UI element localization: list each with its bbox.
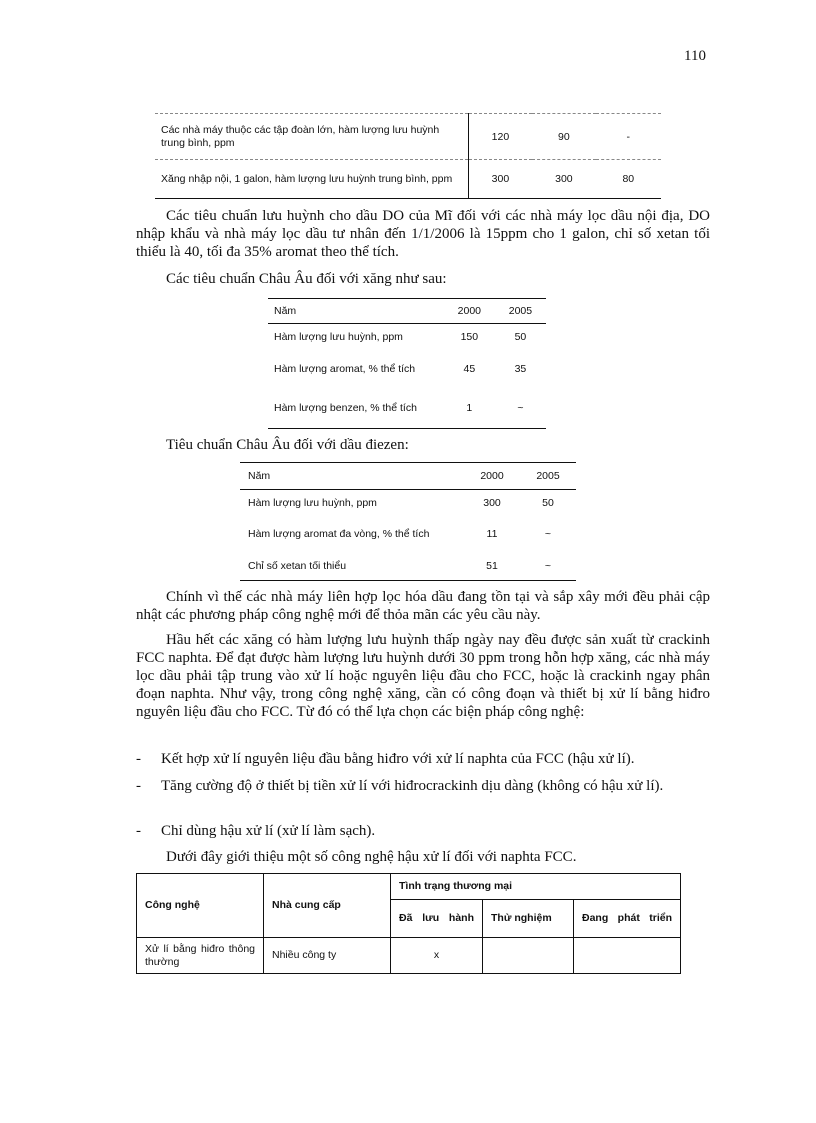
sulfur-table-us <box>155 113 661 199</box>
header-in-use: Đã lưu hành <box>391 900 483 938</box>
cell-value: 50 <box>514 330 527 343</box>
table-row <box>155 160 661 199</box>
table-row <box>240 553 576 581</box>
row-label: Hàm lượng aromat đa vòng, % thể tích <box>248 528 430 540</box>
cell-value: 150 <box>460 330 479 343</box>
list-item <box>136 822 710 840</box>
list-item-text: Chỉ dùng hậu xử lí (xử lí làm sạch). <box>161 823 376 839</box>
table-row <box>240 490 576 517</box>
cell-value: ~ <box>544 528 552 540</box>
row-label: Hàm lượng benzen, % thể tích <box>268 389 444 429</box>
cell-value: ~ <box>495 389 546 429</box>
bullet-dash: - <box>136 751 141 767</box>
paragraph-update-tech: Chính vì thế các nhà máy liên hợp lọc hóa dầu đang tồn tại và sắp xây mới đều phải cập nhật các phương pháp công nghệ mới để thỏa mãn các yêu cầu này. <box>136 589 710 623</box>
row-label: Xăng nhập nội, 1 galon, hàm lượng lưu huỳnh trung bình, ppm <box>155 160 468 199</box>
header-year: 2000 <box>464 463 520 490</box>
cell-status <box>574 938 681 974</box>
paragraph-post-treatment-intro: Dưới đây giới thiệu một số công nghệ hậu xử lí đối với naphta FCC. <box>166 849 577 865</box>
cell-value: 35 <box>514 363 527 375</box>
cell-value: 300 <box>468 160 532 199</box>
table-row <box>137 938 681 974</box>
bullet-dash: - <box>136 823 141 839</box>
table-row <box>268 389 546 429</box>
list-item <box>136 750 710 768</box>
list-item <box>136 777 710 795</box>
table-header-row <box>240 463 576 490</box>
paragraph-fcc-naphta: Hầu hết các xăng có hàm lượng lưu huỳnh thấp ngày nay đều được sản xuất từ crackinh FCC naphta. Để đạt được hàm lượng lưu huỳnh dưới 30 ppm trong hỗn hợp xăng, các nhà máy lọc dầu phải tập trung vào xử lí hoặc nguyên liệu đầu cho FCC, hoặc là crackinh ngay phân đoạn naphta. Như vậy, trong công nghệ xăng, cần có công đoạn và thiết bị xử lí bằng hiđro nguyên liệu đầu cho FCC. Từ đó có thể lựa chọn các biện pháp công nghệ: <box>136 632 710 720</box>
table-row <box>155 114 661 160</box>
bullet-dash: - <box>136 778 141 794</box>
eu-diesel-table <box>240 462 576 581</box>
header-year: 2000 <box>444 299 495 324</box>
paragraph-us-diesel-standards: Các tiêu chuẩn lưu huỳnh cho dầu DO của Mĩ đối với các nhà máy lọc dầu nội địa, DO nhập khẩu và nhà máy lọc dầu tư nhân đến 1/1/2006 là 15ppm cho 1 galon, chỉ số xetan tối thiểu là 40, tối đa 35% aromat theo thể tích. <box>136 208 710 260</box>
header-tech: Công nghệ <box>137 874 264 938</box>
page-number: 110 <box>684 48 706 64</box>
row-label: Hàm lượng lưu huỳnh, ppm <box>248 496 377 509</box>
cell-value: 300 <box>483 496 501 509</box>
cell-value: 11 <box>486 528 498 540</box>
row-label: Các nhà máy thuộc các tập đoàn lớn, hàm lượng lưu huỳnh trung bình, ppm <box>155 114 468 160</box>
cell-value: 90 <box>532 114 595 160</box>
cell-value: 51 <box>464 553 520 581</box>
header-trial: Thử nghiệm <box>483 900 574 938</box>
cell-value: 45 <box>463 363 476 375</box>
paragraph-eu-diesel-intro: Tiêu chuẩn Châu Âu đối với dầu điezen: <box>166 437 409 453</box>
header-year: 2005 <box>495 299 546 324</box>
cell-value: 300 <box>532 160 595 199</box>
row-label: Hàm lượng lưu huỳnh, ppm <box>274 330 403 343</box>
paragraph-eu-gasoline-intro: Các tiêu chuẩn Châu Âu đối với xăng như sau: <box>166 271 447 287</box>
header-year-label: Năm <box>268 299 444 324</box>
header-supplier: Nhà cung cấp <box>264 874 391 938</box>
table-header-row <box>137 874 681 900</box>
table-header-row <box>268 299 546 324</box>
cell-value: 120 <box>468 114 532 160</box>
row-label: Hàm lượng aromat, % thể tích <box>274 363 416 375</box>
header-commercial-status: Tình trạng thương mại <box>391 874 681 900</box>
cell-value: - <box>596 114 661 160</box>
cell-value: 80 <box>596 160 661 199</box>
table-row <box>240 517 576 553</box>
cell-value: ~ <box>520 553 576 581</box>
table-row <box>268 351 546 389</box>
post-treatment-tech-table <box>136 873 681 974</box>
list-item-text: Tăng cường độ ở thiết bị tiền xử lí với hiđrocrackinh dịu dàng (không có hậu xử lí). <box>161 778 664 794</box>
header-year-label: Năm <box>240 463 464 490</box>
list-item-text: Kết hợp xử lí nguyên liệu đầu bằng hiđro với xử lí naphta của FCC (hậu xử lí). <box>161 751 635 767</box>
eu-gasoline-table <box>268 298 546 429</box>
cell-status <box>483 938 574 974</box>
row-label: Chỉ số xetan tối thiểu <box>240 553 464 581</box>
cell-status: x <box>391 938 483 974</box>
header-developing: Đang phát triển <box>574 900 681 938</box>
table-row <box>268 324 546 351</box>
cell-tech: Xử lí bằng hiđro thông thường <box>137 938 264 974</box>
cell-value: 1 <box>444 389 495 429</box>
header-year: 2005 <box>520 463 576 490</box>
cell-supplier: Nhiều công ty <box>264 938 391 974</box>
cell-value: 50 <box>542 496 554 509</box>
